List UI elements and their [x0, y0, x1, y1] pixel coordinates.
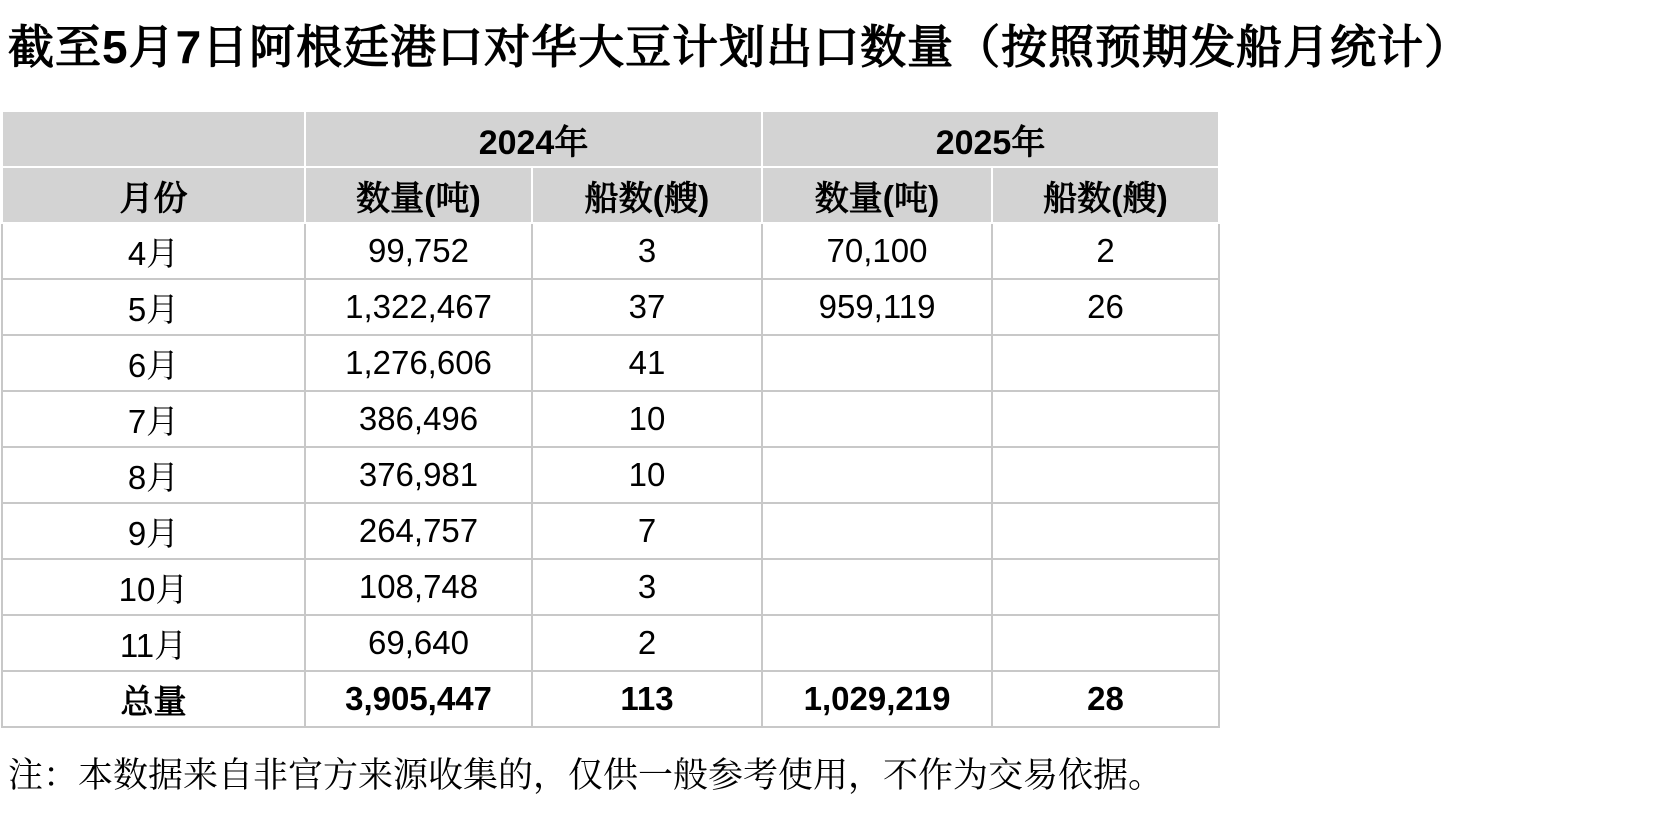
ships-2024-cell: 10: [532, 447, 762, 503]
qty-2025-cell: [762, 615, 992, 671]
total-ships-2025-cell: 28: [992, 671, 1219, 727]
table-row: [2, 559, 1219, 615]
ships-2024-cell: 2: [532, 615, 762, 671]
month-cell: 4月: [2, 223, 305, 279]
ships-2024-cell: 41: [532, 335, 762, 391]
year-header-row: [2, 111, 1219, 167]
col-header-qty-2024: 数量(吨): [305, 167, 532, 223]
qty-2025-cell: [762, 335, 992, 391]
qty-2024-cell: 108,748: [305, 559, 532, 615]
qty-2025-cell: [762, 559, 992, 615]
ships-2025-cell: [992, 503, 1219, 559]
ships-2024-cell: 37: [532, 279, 762, 335]
ships-2025-cell: [992, 447, 1219, 503]
qty-2024-cell: 264,757: [305, 503, 532, 559]
ships-2024-cell: 10: [532, 391, 762, 447]
table-row: [2, 391, 1219, 447]
table-header: [2, 111, 1219, 223]
table-row: [2, 223, 1219, 279]
footnote: 注：本数据来自非官方来源收集的，仅供一般参考使用，不作为交易依据。: [8, 756, 1164, 795]
month-cell: 7月: [2, 391, 305, 447]
table-row: [2, 335, 1219, 391]
month-cell: 9月: [2, 503, 305, 559]
ships-2025-cell: 26: [992, 279, 1219, 335]
year-header-empty-cell: [2, 111, 305, 167]
month-cell: 8月: [2, 447, 305, 503]
total-ships-2024-cell: 113: [532, 671, 762, 727]
page-title: 截至5月7日阿根廷港口对华大豆计划出口数量（按照预期发船月统计）: [8, 21, 1472, 73]
qty-2024-cell: 1,322,467: [305, 279, 532, 335]
ships-2025-cell: [992, 335, 1219, 391]
ships-2025-cell: 2: [992, 223, 1219, 279]
table-row: [2, 447, 1219, 503]
col-header-qty-2025: 数量(吨): [762, 167, 992, 223]
ships-2025-cell: [992, 391, 1219, 447]
col-header-ships-2025: 船数(艘): [992, 167, 1219, 223]
month-cell: 5月: [2, 279, 305, 335]
column-header-row: [2, 167, 1219, 223]
export-table: [1, 110, 1220, 728]
qty-2024-cell: 386,496: [305, 391, 532, 447]
month-cell: 10月: [2, 559, 305, 615]
ships-2024-cell: 7: [532, 503, 762, 559]
month-cell: 6月: [2, 335, 305, 391]
qty-2025-cell: [762, 503, 992, 559]
col-header-ships-2024: 船数(艘): [532, 167, 762, 223]
qty-2025-cell: 70,100: [762, 223, 992, 279]
qty-2024-cell: 69,640: [305, 615, 532, 671]
qty-2024-cell: 376,981: [305, 447, 532, 503]
table-row: [2, 503, 1219, 559]
qty-2025-cell: 959,119: [762, 279, 992, 335]
qty-2024-cell: 99,752: [305, 223, 532, 279]
table-body: [2, 223, 1219, 727]
table-row: [2, 279, 1219, 335]
year-header-2025: 2025年: [762, 111, 1219, 167]
table-row: [2, 615, 1219, 671]
ships-2025-cell: [992, 615, 1219, 671]
qty-2025-cell: [762, 447, 992, 503]
ships-2024-cell: 3: [532, 559, 762, 615]
total-label-cell: 总量: [2, 671, 305, 727]
col-header-month: 月份: [2, 167, 305, 223]
total-row: [2, 671, 1219, 727]
ships-2024-cell: 3: [532, 223, 762, 279]
qty-2025-cell: [762, 391, 992, 447]
total-qty-2025-cell: 1,029,219: [762, 671, 992, 727]
ships-2025-cell: [992, 559, 1219, 615]
year-header-2024: 2024年: [305, 111, 762, 167]
total-qty-2024-cell: 3,905,447: [305, 671, 532, 727]
qty-2024-cell: 1,276,606: [305, 335, 532, 391]
month-cell: 11月: [2, 615, 305, 671]
